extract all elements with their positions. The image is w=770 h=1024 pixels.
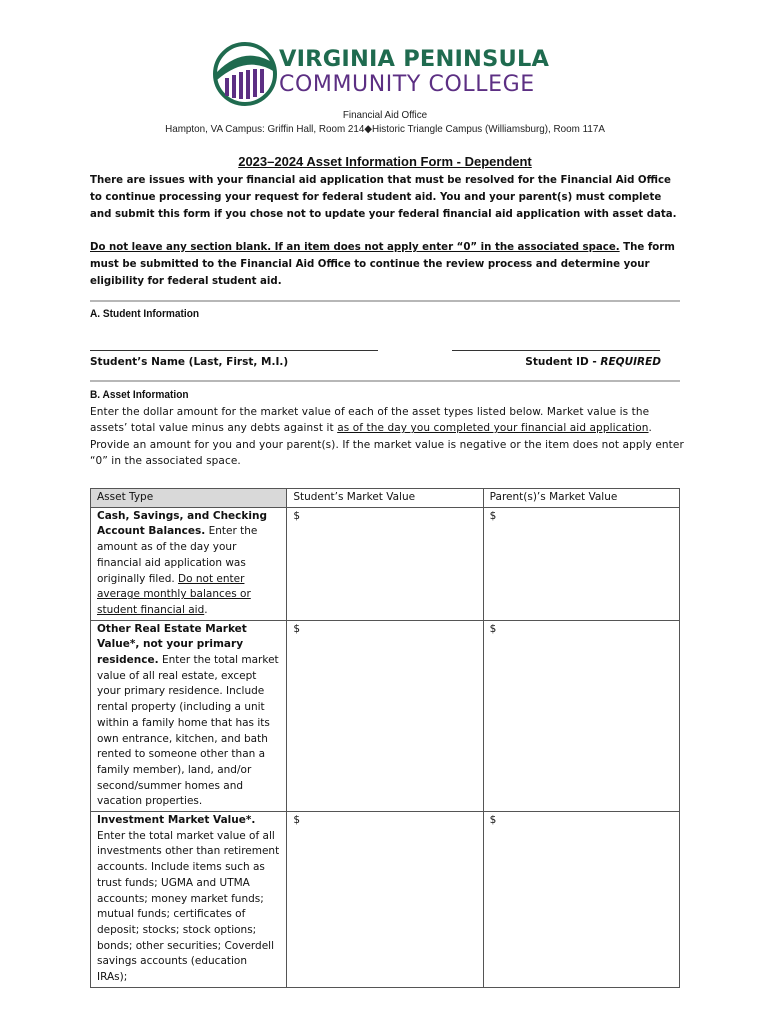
asset-title: Cash, Savings, and Checking Account Balances.: [97, 509, 267, 538]
parent-value-input[interactable]: $: [483, 507, 679, 620]
table-row: [91, 812, 680, 988]
parent-value-input[interactable]: $: [483, 812, 679, 988]
college-seal-icon: [213, 42, 281, 106]
logo-name-line2: COMMUNITY COLLEGE: [279, 72, 535, 97]
asset-type-cell: [91, 620, 287, 811]
asset-description-end: .: [204, 603, 208, 616]
section-divider: [90, 380, 680, 382]
student-value-input[interactable]: $: [287, 507, 483, 620]
college-logo: [213, 42, 558, 106]
asset-title: Investment Market Value*.: [97, 814, 256, 827]
table-row: [91, 507, 680, 620]
student-id-label-text: Student ID -: [525, 356, 601, 368]
intro-paragraph: There are issues with your financial aid application that must be resolved for the Financial Aid Office to continue processing your request for federal student aid. You and your parent(s) must complete and submit this form if you chose not to update your federal financial aid application with asset data.: [90, 175, 677, 220]
asset-intro-text-2: . Provide an amount for you and your parent(s). If the market value is negative or the item does not apply enter “0” in the associated space.: [90, 422, 684, 467]
student-value-input[interactable]: $: [287, 812, 483, 988]
section-b-heading: B. Asset Information: [90, 389, 189, 401]
section-divider: [90, 300, 680, 302]
office-name: Financial Aid Office: [342, 109, 428, 121]
required-marker: REQUIRED: [600, 356, 661, 368]
asset-type-cell: [91, 812, 287, 988]
parent-value-input[interactable]: $: [483, 620, 679, 811]
table-row: [91, 620, 680, 811]
student-id-field[interactable]: [452, 350, 660, 351]
section-a-heading: A. Student Information: [90, 308, 200, 320]
student-name-field[interactable]: [90, 350, 378, 351]
asset-intro-underlined: as of the day you completed your financial aid application: [337, 422, 649, 435]
asset-description: Enter the amount as of the day your financial aid application was originally filed.: [97, 525, 258, 585]
logo-name-line1: VIRGINIA PENINSULA: [279, 46, 550, 72]
instruction-underlined: Do not leave any section blank. If an item does not apply enter “0” in the associated space.: [90, 242, 620, 253]
campus-locations: Hampton, VA Campus: Griffin Hall, Room 214◆Historic Triangle Campus (Williamsburg), Room 117A: [165, 123, 605, 135]
column-header-student-value: Student’s Market Value: [287, 489, 483, 508]
asset-description: Enter the total market value of all real estate, except your primary residence. Include rental property (including a unit within a family home that has its own entrance, kitchen, and bath rented to someone other than a family member), land, and/or second/summer homes and vacation properties.: [97, 654, 279, 808]
asset-description: Enter the total market value of all investments other than retirement accounts. Include items such as trust funds; UGMA and UTMA accounts; money market funds; mutual funds; certificates of deposit; stocks; stock options; bonds; other securities; Coverdell savings accounts (education IRAs);: [97, 829, 280, 984]
column-header-asset-type: Asset Type: [91, 489, 287, 508]
asset-table: [90, 488, 680, 988]
instruction-rest: The form must be submitted to the Financial Aid Office to continue the review process and determine your eligibility for federal student aid.: [90, 242, 675, 287]
table-header-row: [91, 489, 680, 508]
column-header-parent-value: Parent(s)’s Market Value: [483, 489, 679, 508]
asset-type-cell: [91, 507, 287, 620]
student-id-label: [525, 356, 661, 368]
student-value-input[interactable]: $: [287, 620, 483, 811]
student-name-label: Student’s Name (Last, First, M.I.): [90, 356, 289, 368]
asset-description-underlined: Do not enter average monthly balances or student financial aid: [97, 572, 251, 616]
asset-intro-text-1: Enter the dollar amount for the market value of each of the asset types listed below. Market value is the assets’ total value minus any debts against it: [90, 406, 650, 435]
instruction-paragraph: [90, 239, 680, 290]
asset-title: Other Real Estate Market Value*, not your primary residence.: [97, 622, 247, 667]
asset-intro-paragraph: [90, 404, 690, 469]
form-title: 2023–2024 Asset Information Form - Dependent: [238, 154, 532, 169]
